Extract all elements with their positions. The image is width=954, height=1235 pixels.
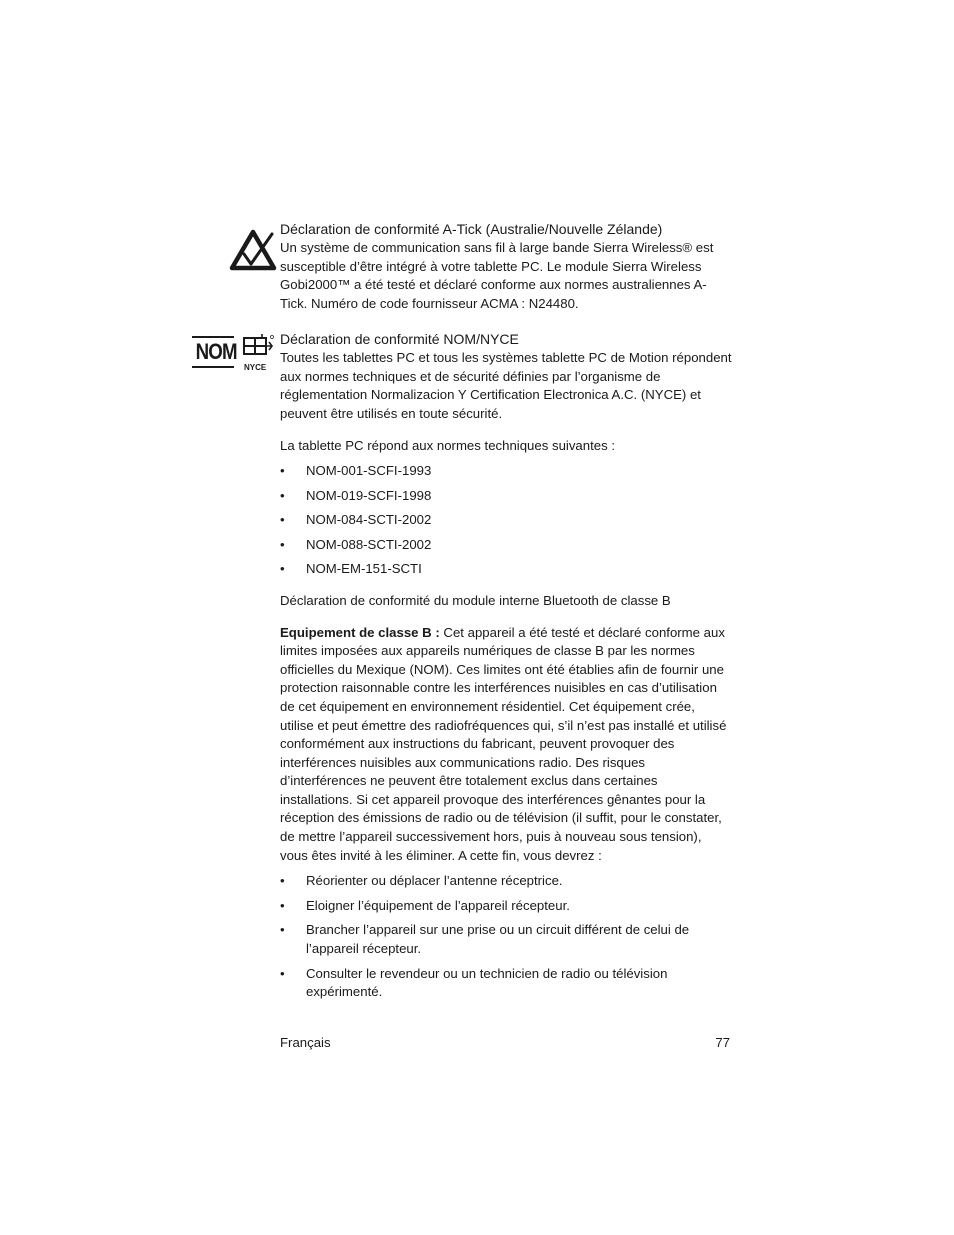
nyce-label: NYCE xyxy=(244,363,267,372)
a-tick-icon xyxy=(228,228,278,272)
bluetooth-text: Cet appareil a été testé et déclaré conforme aux limites imposées aux appareils numériques de classe B par les normes officielles du Mexique (NOM). Ces limites ont été établies afin de fournir une protection raisonnable contre les interférences nuisibles en cas d’utilisation de cet équipement en environnement résidentiel. Cet équipement crée, utilise et peut émettre des radiofréquences qui, s’il n’est pas installé et utilisé conformément aux instructions du fabricant, peuvent provoquer des interférences nuisibles aux communications radio. Des risques d’interférences ne peuvent être totalement exclus dans certaines installations. Si cet appareil provoque des interférences gênantes pour la réception des émissions de radio ou de télévision (il suffit, pour le constater, de mettre l’appareil successivement hors, puis à nouveau sous tension), vous êtes invité à les éliminer. A cette fin, vous devrez : xyxy=(280,624,727,863)
footer-language: Français xyxy=(280,1035,331,1050)
list-item: • NOM-084-SCTI-2002 xyxy=(280,511,732,530)
nom-logo-text: NOM xyxy=(195,339,237,364)
standards-intro: La tablette PC répond aux normes techniques suivantes : xyxy=(280,438,616,454)
bluetooth-lead: Equipement de classe B : xyxy=(280,624,440,640)
measures-list xyxy=(280,872,732,1002)
nyce-logo xyxy=(240,334,276,372)
list-item: • Consulter le revendeur ou un technicien de radio ou télévision expérimenté. xyxy=(280,965,732,1002)
a-tick-heading: Déclaration de conformité A-Tick (Australie/Nouvelle Zélande) xyxy=(280,221,663,237)
list-item: • NOM-EM-151-SCTI xyxy=(280,560,732,579)
list-item: • NOM-019-SCFI-1998 xyxy=(280,487,732,506)
list-item: • NOM-088-SCTI-2002 xyxy=(280,536,732,555)
a-tick-body: Un système de communication sans fil à large bande Sierra Wireless® est susceptible d’être intégré à votre tablette PC. Le module Sierra Wireless Gobi2000™ a été testé et déclaré conforme aux normes australiennes A-Tick. Numéro de code fournisseur ACMA : N24480. xyxy=(280,240,714,311)
list-item: • NOM-001-SCFI-1993 xyxy=(280,462,732,481)
standards-list xyxy=(280,462,732,579)
nom-heading: Déclaration de conformité NOM/NYCE xyxy=(280,331,519,347)
list-item: • Brancher l’appareil sur une prise ou un circuit différent de celui de l’appareil récepteur. xyxy=(280,921,732,958)
bluetooth-heading: Déclaration de conformité du module interne Bluetooth de classe B xyxy=(280,592,671,608)
nyce-mark-icon xyxy=(240,334,276,358)
list-item: • Eloigner l’équipement de l’appareil récepteur. xyxy=(280,897,732,916)
a-tick-section xyxy=(280,220,732,313)
list-item: • Réorienter ou déplacer l’antenne réceptrice. xyxy=(280,872,732,891)
nom-body: Toutes les tablettes PC et tous les systèmes tablette PC de Motion répondent aux normes techniques et de sécurité définies par l’organisme de réglementation Normalizacion Y Certification Electronica A.C. (NYCE) et peuvent être utilisés en toute sécurité. xyxy=(280,350,732,421)
page-number: 77 xyxy=(715,1035,730,1050)
nom-logo xyxy=(192,336,237,368)
nom-section xyxy=(280,330,732,1002)
bluetooth-body xyxy=(280,624,732,866)
